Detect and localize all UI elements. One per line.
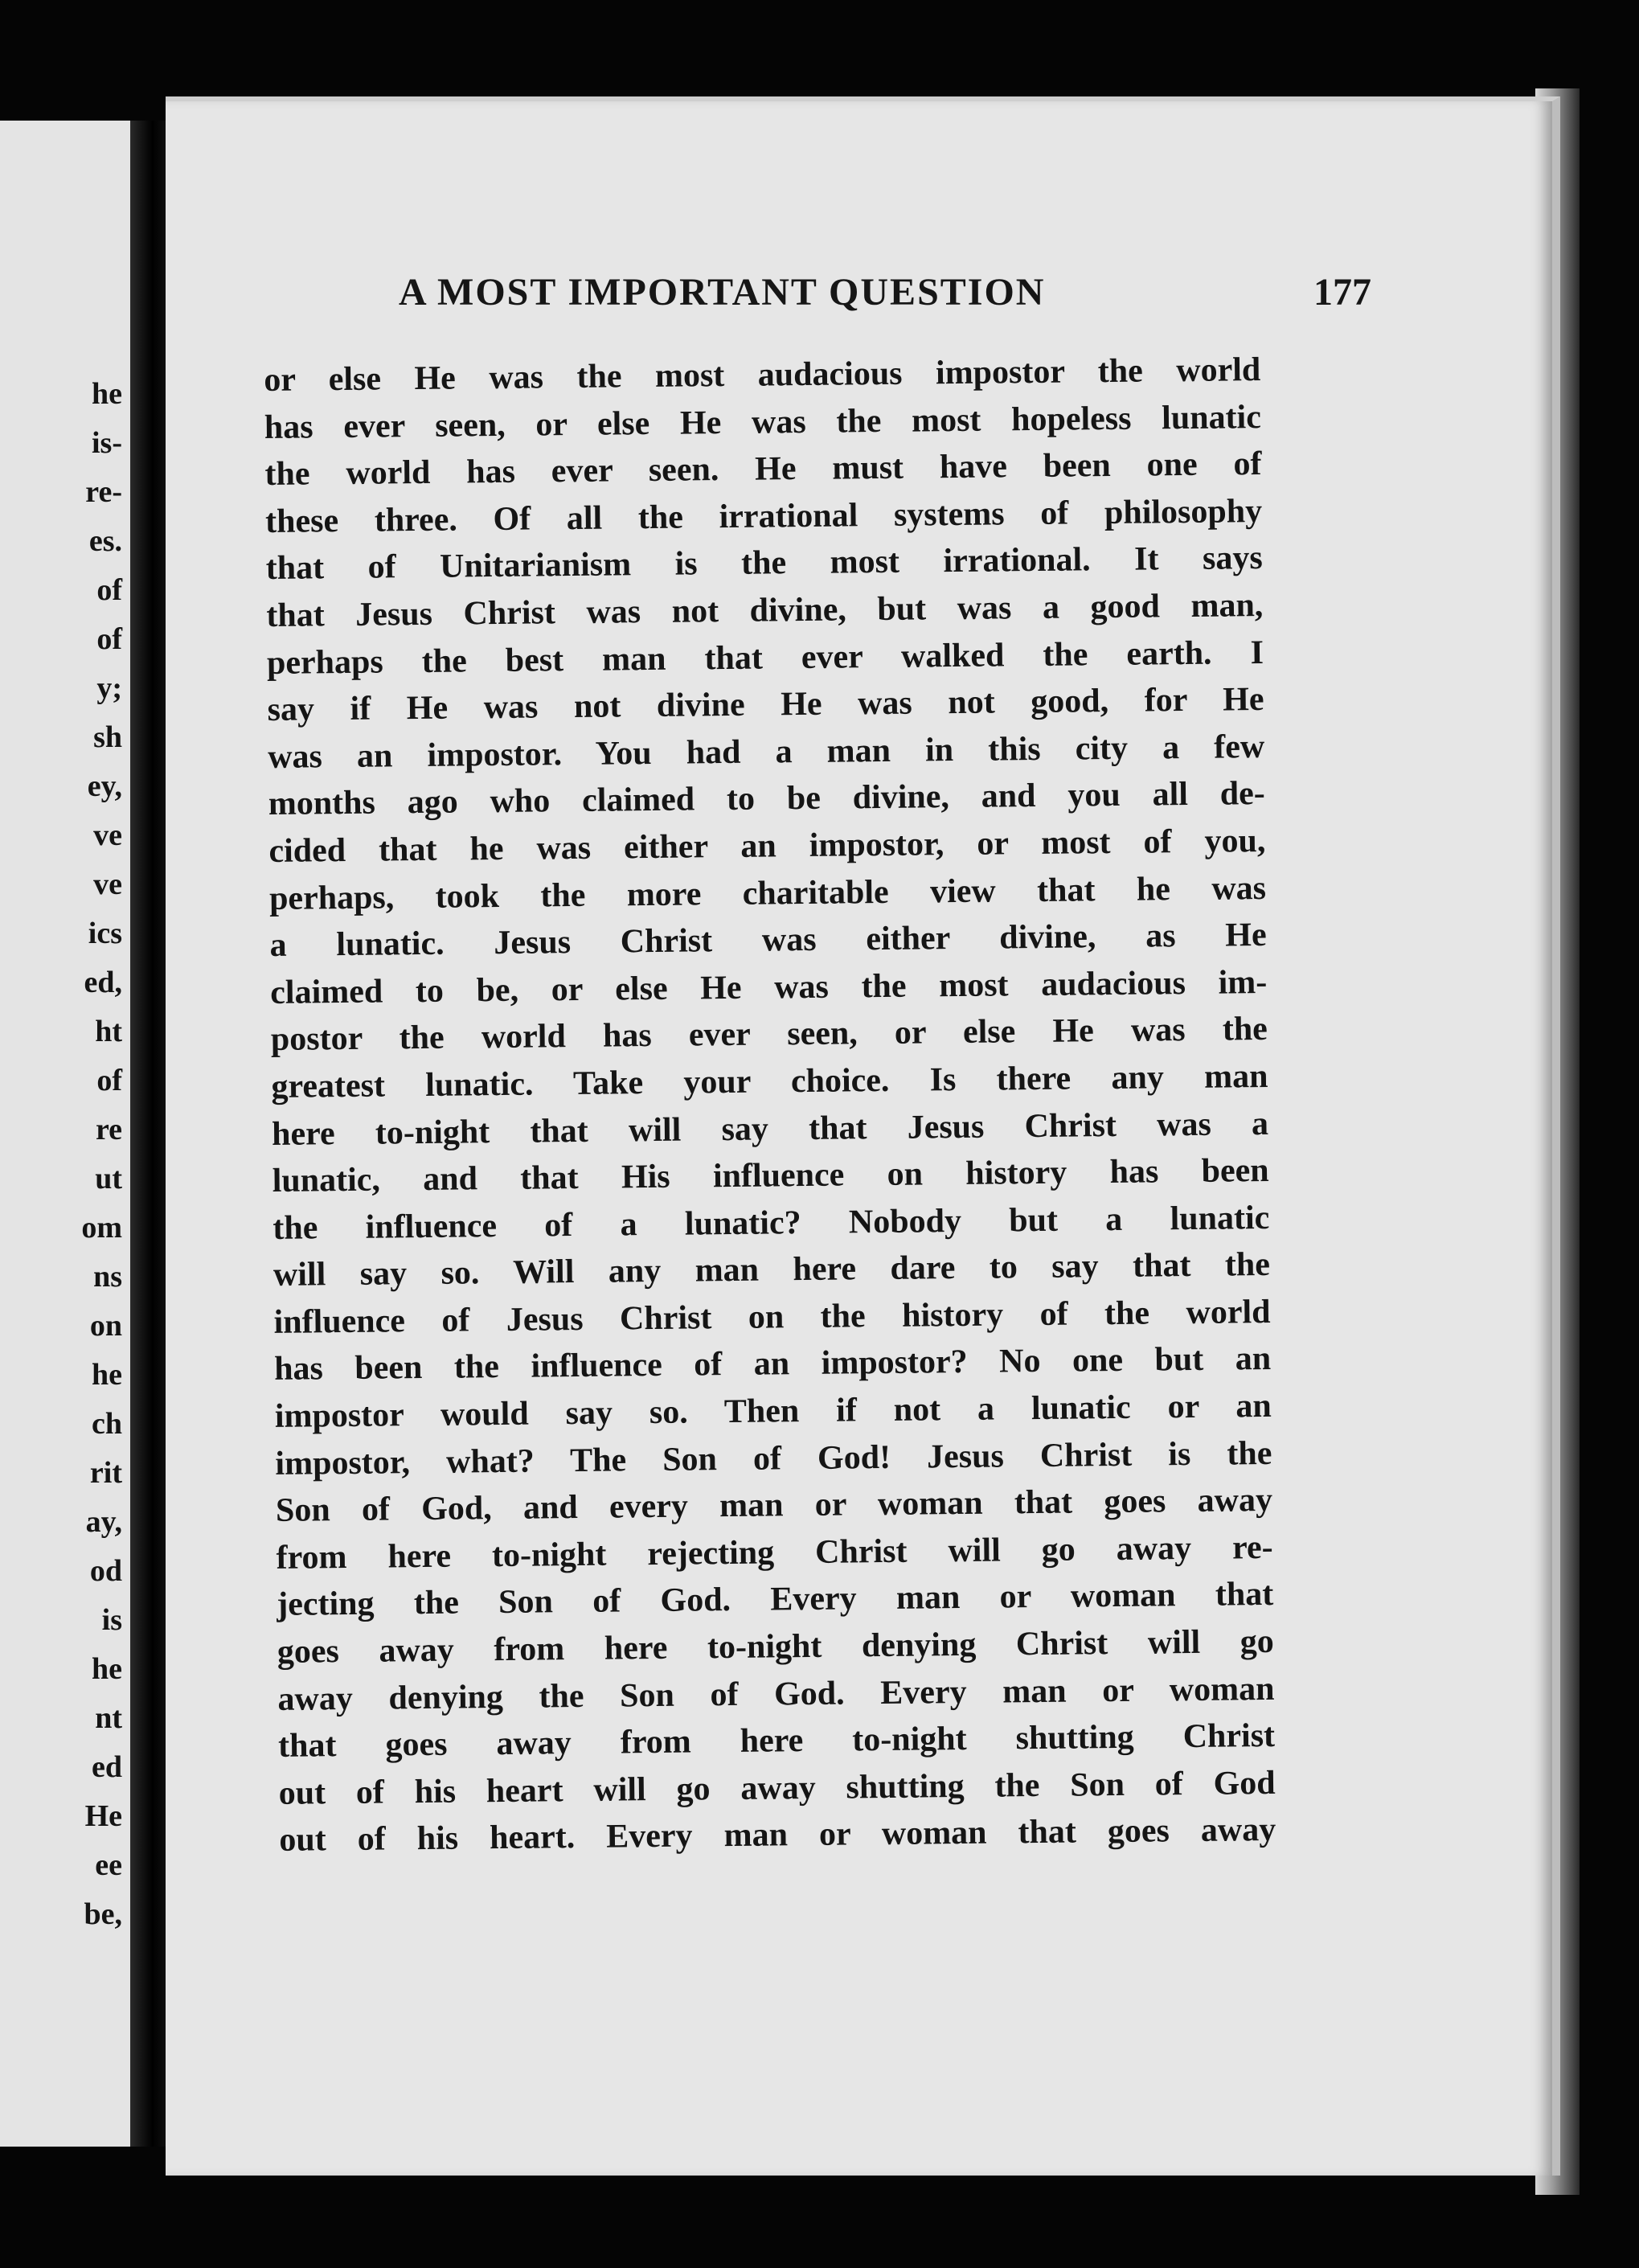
previous-page-line-fragment: be, — [84, 1897, 122, 1931]
text-line: impostor would say so. Then if not a lunatic or an — [274, 1388, 1272, 1435]
previous-page-line-fragment: of — [96, 573, 122, 607]
previous-page-line-fragment: ey, — [87, 769, 122, 803]
previous-page-line-fragment: ht — [95, 1015, 122, 1048]
previous-page-line-fragment: ch — [92, 1407, 122, 1441]
text-line: a lunatic. Jesus Christ was either divine, as He — [269, 917, 1267, 965]
text-line: goes away from here to-night denying Christ will go — [277, 1622, 1275, 1671]
previous-page-line-fragment: es. — [88, 524, 122, 558]
text-line: the world has ever seen. He must have been one of — [264, 445, 1262, 494]
text-line: that of Unitarianism is the most irrational. It says — [265, 539, 1263, 588]
previous-page-line-fragment: ics — [88, 917, 122, 950]
body-text — [264, 347, 1276, 1864]
previous-page-line-fragment: on — [89, 1309, 122, 1343]
previous-page-line-fragment: rit — [89, 1456, 122, 1490]
text-line: greatest lunatic. Take your choice. Is there any man — [271, 1057, 1268, 1105]
previous-page-line-fragment: is- — [92, 426, 122, 460]
text-line: that Jesus Christ was not divine, but was a good man, — [266, 586, 1264, 634]
previous-page-line-fragment: ee — [95, 1848, 122, 1882]
text-line: these three. Of all the irrational systems of philosophy — [264, 492, 1263, 540]
text-line: from here to-night rejecting Christ will go away re- — [276, 1528, 1273, 1577]
text-line: postor the world has ever seen, or else He was the — [270, 1011, 1268, 1059]
previous-page-line-fragment: od — [89, 1554, 122, 1588]
previous-page-line-fragment: he — [92, 377, 122, 411]
text-line: was an impostor. You had a man in this city a few — [267, 728, 1265, 776]
previous-page-line-fragment: ut — [95, 1162, 122, 1196]
previous-page-line-fragment: He — [84, 1799, 122, 1833]
previous-page-line-fragment: he — [92, 1358, 122, 1392]
text-line: impostor, what? The Son of God! Jesus Christ is the — [275, 1434, 1272, 1483]
previous-page-line-fragment: of — [96, 622, 122, 656]
text-line: claimed to be, or else He was the most audacious im- — [270, 963, 1268, 1011]
text-line: lunatic, and that His influence on history has been — [272, 1152, 1269, 1200]
text-line: months ago who claimed to be divine, and you all de- — [268, 775, 1265, 823]
page-number: 177 — [1313, 271, 1371, 314]
previous-page-line-fragment: ns — [93, 1260, 122, 1294]
previous-page-fragment — [0, 121, 135, 2147]
previous-page-line-fragment: ay, — [85, 1505, 122, 1539]
text-line: out of his heart will go away shutting the Son of God — [278, 1764, 1276, 1812]
text-line: influence of Jesus Christ on the history of the world — [273, 1293, 1271, 1341]
page-header — [399, 270, 1371, 326]
text-line: here to-night that will say that Jesus Christ was a — [271, 1105, 1269, 1153]
previous-page-line-fragment: y; — [96, 671, 122, 705]
previous-page-line-fragment: nt — [95, 1701, 122, 1735]
text-line: or else He was the most audacious impostor the world — [264, 351, 1261, 399]
text-line: perhaps, took the more charitable view that he was — [268, 869, 1267, 917]
running-head: A MOST IMPORTANT QUESTION — [399, 271, 1046, 314]
text-line: away denying the Son of God. Every man or woman — [277, 1670, 1275, 1718]
text-line: cided that he was either an impostor, or most of you, — [268, 822, 1266, 870]
text-line: Son of God, and every man or woman that goes away — [275, 1482, 1273, 1530]
text-line: has been the influence of an impostor? No one but an — [273, 1340, 1272, 1388]
text-line: will say so. Will any man here dare to say that the — [272, 1246, 1271, 1294]
previous-page-line-fragment: re- — [85, 475, 122, 509]
previous-page-line-fragment: ed, — [84, 966, 122, 999]
text-line: has ever seen, or else He was the most hopeless lunatic — [264, 398, 1262, 446]
text-line: out of his heart. Every man or woman that goes away — [279, 1811, 1276, 1860]
previous-page-line-fragment: ed — [92, 1750, 122, 1784]
text-line: jecting the Son of God. Every man or woman that — [277, 1576, 1274, 1624]
book-gutter — [130, 121, 167, 2147]
text-line: that goes away from here to-night shutting Christ — [277, 1717, 1276, 1766]
previous-page-line-fragment: sh — [93, 720, 122, 754]
text-line: say if He was not divine He was not good, for He — [267, 681, 1264, 729]
previous-page-line-fragment: ve — [93, 818, 122, 852]
previous-page-line-fragment: om — [81, 1211, 122, 1245]
previous-page-line-fragment: is — [101, 1603, 122, 1637]
current-page — [166, 96, 1560, 2176]
text-line: perhaps the best man that ever walked the earth. I — [266, 634, 1264, 682]
previous-page-line-fragment: he — [92, 1652, 122, 1686]
previous-page-line-fragment: of — [96, 1064, 122, 1097]
previous-page-line-fragment: ve — [93, 867, 122, 901]
text-line: the influence of a lunatic? Nobody but a lunatic — [272, 1199, 1270, 1247]
previous-page-line-fragment: re — [95, 1113, 122, 1146]
previous-page-line-endings — [81, 370, 122, 1939]
